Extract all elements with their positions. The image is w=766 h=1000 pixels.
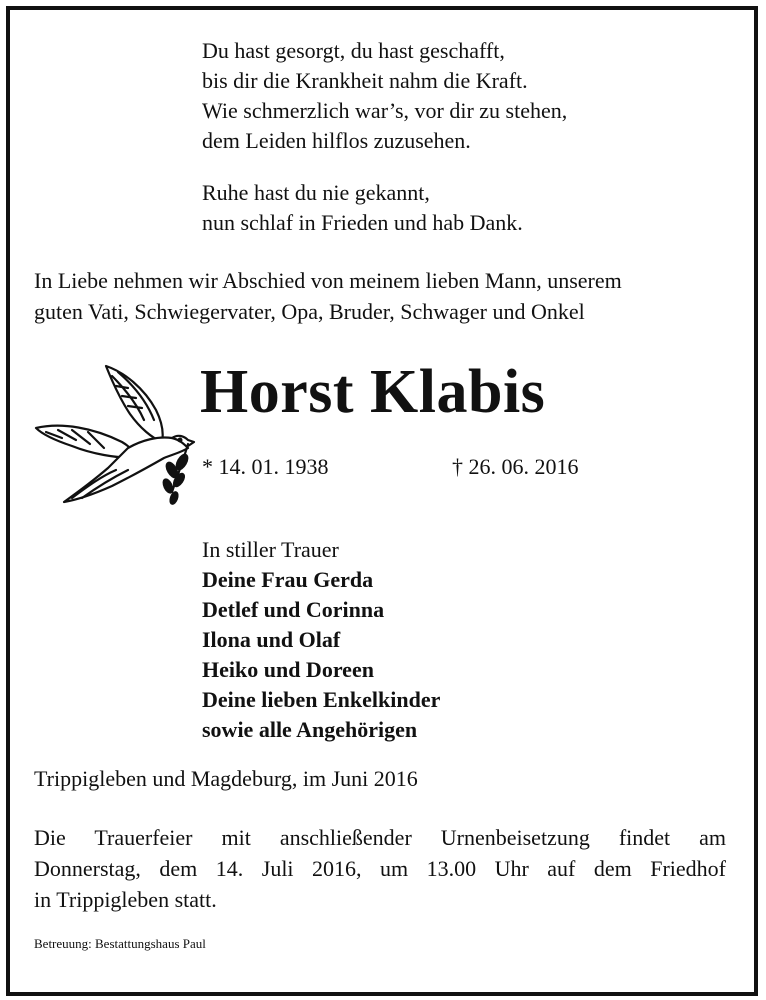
birth-date: * 14. 01. 1938 <box>202 454 329 479</box>
poem-line: dem Leiden hilflos zuzusehen. <box>202 128 471 153</box>
ceremony-info <box>34 822 726 915</box>
poem <box>202 36 567 238</box>
mourner-name: Heiko und Doreen <box>202 657 374 682</box>
mourners-list <box>202 535 440 745</box>
mourner-name: Detlef und Corinna <box>202 597 385 622</box>
poem-line: Wie schmerzlich war’s, vor dir zu stehen, <box>202 98 568 123</box>
intro-line: guten Vati, Schwiegervater, Opa, Bruder, Schwager und Onkel <box>34 299 585 324</box>
mourner-name: sowie alle Angehörigen <box>202 717 418 742</box>
mourner-name: Deine Frau Gerda <box>202 567 374 592</box>
farewell-intro <box>34 265 724 327</box>
mourner-name: Deine lieben Enkelkinder <box>202 687 441 712</box>
poem-line: Ruhe hast du nie gekannt, <box>202 180 430 205</box>
dove-with-olive-branch-icon <box>32 358 202 508</box>
ceremony-line: Die Trauerfeier mit anschließender Urnenbeisetzung findet am <box>34 825 726 850</box>
mourners-heading: In stiller Trauer <box>202 537 339 562</box>
poem-line: Du hast gesorgt, du hast geschafft, <box>202 38 505 63</box>
death-date: † 26. 06. 2016 <box>452 454 579 479</box>
mourner-name: Ilona und Olaf <box>202 627 341 652</box>
poem-line: nun schlaf in Frieden und hab Dank. <box>202 210 523 235</box>
poem-stanza-1 <box>202 36 567 156</box>
ceremony-line: in Trippigleben statt. <box>34 887 217 912</box>
deceased-name: Horst Klabis <box>200 358 546 426</box>
ceremony-line: Donnerstag, dem 14. Juli 2016, um 13.00 Uhr auf dem Friedhof <box>34 856 726 881</box>
poem-stanza-2 <box>202 178 567 238</box>
poem-line: bis dir die Krankheit nahm die Kraft. <box>202 68 528 93</box>
place-and-date: Trippigleben und Magdeburg, im Juni 2016 <box>34 766 418 791</box>
intro-line: In Liebe nehmen wir Abschied von meinem lieben Mann, unserem <box>34 268 622 293</box>
funeral-home-credit: Betreuung: Bestattungshaus Paul <box>34 936 206 951</box>
